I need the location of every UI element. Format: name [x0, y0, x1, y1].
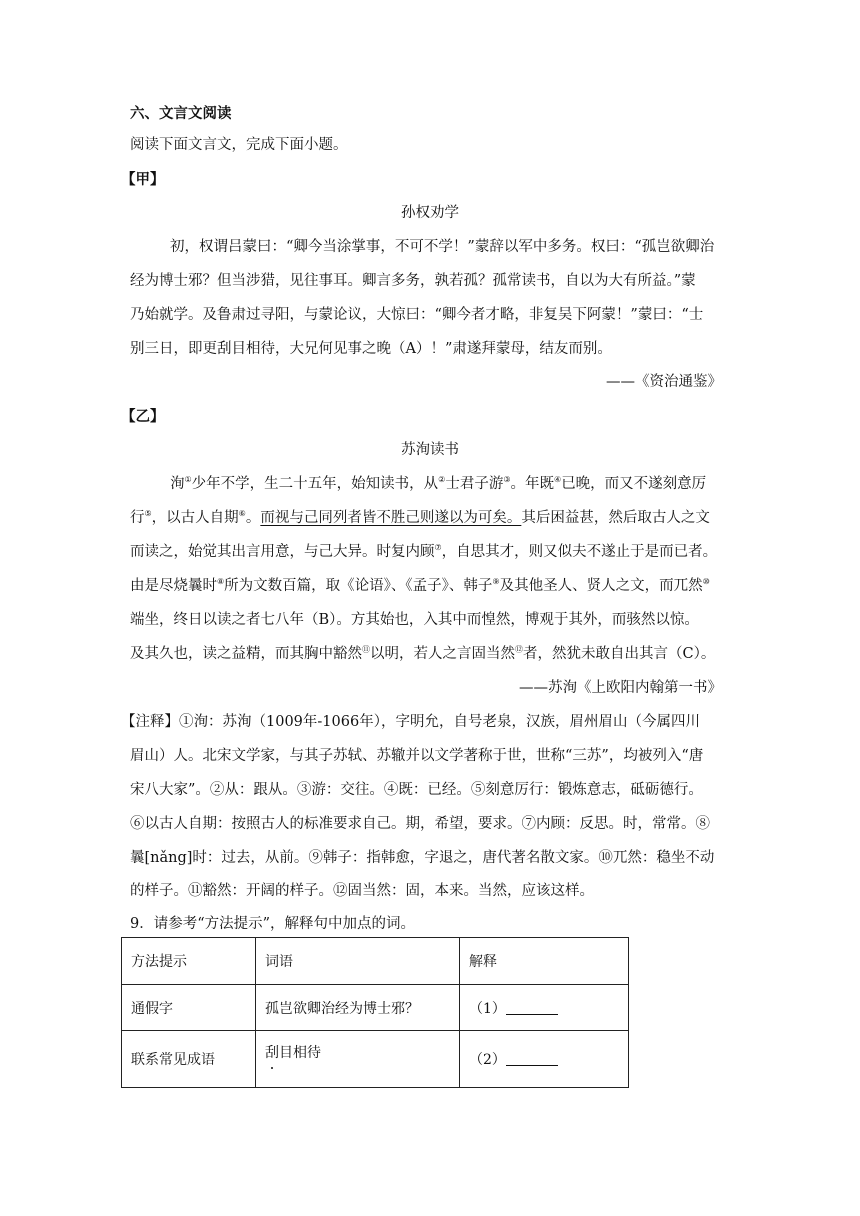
- passage-b-line: 由是尽烧曩时⑧所为文数百篇，取《论语》、《孟子》、韩子⑨及其他圣人、贤人之文，而兀然⑩: [130, 577, 710, 594]
- notes-line: 曩[nǎng]时：过去，从前。⑨韩子：指韩愈，字退之，唐代著名散文家。⑩兀然：稳坐不动: [130, 850, 715, 866]
- answer-blank-1[interactable]: [506, 1000, 558, 1015]
- emphasis-dot-char: 刮: [265, 1042, 279, 1062]
- method-table: [121, 937, 629, 1088]
- passage-a-title: 孙权劝学: [401, 205, 459, 221]
- table-cell-answer: （1）: [460, 985, 629, 1031]
- passage-a-label: 【甲】: [121, 171, 165, 188]
- passage-b-line: 洵①少年不学，生二十五年，始知读书，从②士君子游③。年既④已晚，而又不遂刻意厉: [170, 475, 707, 492]
- passage-b-line: 而读之，始觉其出言用意，与己大异。时复内顾⑦，自思其才，则又似夫不遂止于是而已者。: [130, 543, 718, 560]
- table-row: [122, 985, 629, 1031]
- notes-line: ⑥以古人自期：按照古人的标准要求自己。期，希望，要求。⑦内顾：反思。时，常常。⑧: [130, 816, 710, 832]
- notes-line: 眉山）人。北宋文学家，与其子苏轼、苏辙并以文学著称于世，世称“三苏”，均被列入“唐: [130, 748, 704, 764]
- passage-b-label: 【乙】: [121, 408, 165, 425]
- table-cell-tip: 通假字: [122, 985, 256, 1031]
- passage-b-line: 端坐，终日以读之者七八年（B）。方其始也，入其中而惶然，博观于其外，而骇然以惊。: [130, 612, 699, 628]
- table-row: [122, 1031, 629, 1088]
- table-header-row: [122, 938, 629, 985]
- table-cell-tip: 联系常见成语: [122, 1031, 256, 1088]
- passage-a-source: ——《资治通鉴》: [606, 374, 722, 390]
- table-cell-phrase: 孤岂欲卿治经为博士邪？: [256, 985, 460, 1031]
- passage-a-line: 乃始就学。及鲁肃过寻阳，与蒙论议，大惊曰：“卿今者才略，非复吴下阿蒙！”蒙曰：“士: [130, 307, 704, 323]
- section-title: 六、文言文阅读: [130, 105, 232, 122]
- instruction: 阅读下面文言文，完成下面小题。: [130, 137, 348, 153]
- table-header-cell: 解释: [460, 938, 629, 985]
- notes-line: 宋八大家”。②从：跟从。③游：交往。④既：已经。⑤刻意厉行：锻炼意志，砥砺德行。: [130, 782, 703, 798]
- table-cell-phrase: 刮目相待: [256, 1031, 460, 1088]
- notes-line: 的样子。⑪豁然：开阔的样子。⑫固当然：固，本来。当然，应该这样。: [130, 883, 594, 899]
- question-text: 9．请参考“方法提示”，解释句中加点的词。: [130, 916, 416, 932]
- table-header-cell: 方法提示: [122, 938, 256, 985]
- table-header-cell: 词语: [256, 938, 460, 985]
- underlined-sentence: 而视与己同列者皆不胜己则遂以为可矣。: [260, 510, 522, 526]
- passage-b-source: ——苏洵《上欧阳内翰第一书》: [519, 680, 722, 696]
- passage-a-line: 初，权谓吕蒙曰：“卿今当涂掌事，不可不学！”蒙辞以军中多务。权曰：“孤岂欲卿治: [170, 239, 715, 255]
- passage-a-line: 经为博士邪？但当涉猎，见往事耳。卿言多务，孰若孤？孤常读书，自以为大有所益。”蒙: [130, 273, 696, 289]
- answer-blank-2[interactable]: [506, 1051, 558, 1066]
- passage-b-line: 及其久也，读之益精，而其胸中豁然⑪以明，若人之言固当然⑫者，然犹未敢自出其言（C）。: [130, 645, 716, 662]
- table-cell-answer: （2）: [460, 1031, 629, 1088]
- passage-b-line: 行⑤，以古人自期⑥。而视与己同列者皆不胜己则遂以为可矣。其后困益甚，然后取古人之文: [130, 509, 710, 526]
- passage-a-line: 别三日，即更刮目相待，大兄何见事之晚（A）！”肃遂拜蒙母，结友而别。: [130, 341, 612, 357]
- notes-line: 【注释】①洵：苏洵（1009年-1066年），字明允，自号老泉，汉族，眉州眉山（今属四川: [121, 714, 700, 730]
- passage-b-title: 苏洵读书: [401, 442, 459, 458]
